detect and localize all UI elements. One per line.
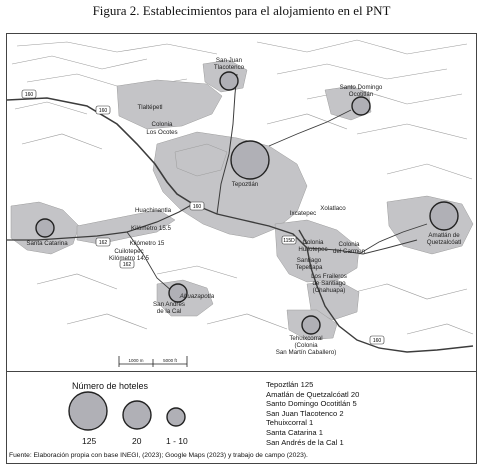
legend-entry: San Juan Tlacotenco 2 (266, 408, 344, 418)
legend-entry: Santa Catarina 1 (266, 427, 323, 437)
road-shield-label: 115D (283, 238, 295, 244)
place-label: Ahuazapotla (179, 293, 215, 300)
legend-bubble-20 (123, 401, 151, 429)
legend-divider (6, 371, 477, 372)
scale-bar-metric: 1000 m (128, 358, 144, 363)
place-label: Ixcatepec (289, 210, 317, 217)
place-label: Kilómetro 15.5 (131, 225, 171, 232)
place-label: Colonia (338, 241, 360, 248)
place-label: Colonia (302, 239, 324, 246)
bubble-santo-domingo[interactable] (352, 97, 370, 115)
road-shield (96, 238, 110, 246)
figure-title: Figura 2. Establecimientos para el alojamiento en el PNT (92, 3, 391, 18)
legend-size-label: 1 - 10 (166, 436, 188, 446)
legend-size-label: 125 (82, 436, 97, 446)
scale-bar-imperial: 5000 ft (163, 358, 177, 363)
place-label: Tepetlapa (295, 264, 323, 271)
place-label: (Chahuapa) (312, 287, 346, 294)
road-shield (96, 106, 110, 114)
place-label: Los Ocotes (146, 129, 178, 136)
road-shield-label: 160 (372, 338, 382, 344)
road-shield (22, 90, 36, 98)
place-label: Amatlán de (428, 232, 460, 239)
road-shield-label: 162 (98, 240, 108, 246)
place-label: de Santiago (312, 280, 346, 287)
place-label: Santiago (296, 257, 322, 264)
legend-size-label: 20 (132, 436, 142, 446)
place-label: Santa Catarina (26, 240, 68, 247)
map (7, 34, 476, 371)
place-label: Los Fraileros (311, 273, 347, 280)
place-label: Santo Domingo (339, 84, 383, 91)
bubble-santa-catarina[interactable] (36, 219, 54, 237)
legend-entry: Tehuixcorral 1 (266, 418, 314, 428)
place-label: Tlaltépetl (137, 104, 163, 111)
bubble-tehuixcorral[interactable] (302, 316, 320, 334)
place-label: Tlacotenco (213, 64, 245, 71)
road-shield-label: 160 (98, 108, 108, 114)
legend-list (266, 380, 359, 447)
place-label: Quetzalcóatl (426, 239, 462, 246)
bubble-amatlan[interactable] (430, 202, 458, 230)
place-label: (Colonia (294, 342, 318, 349)
place-label: Xolatlaco (320, 205, 346, 212)
place-label: Cuilotepec (114, 248, 144, 255)
place-label: de la Cal (156, 308, 182, 315)
place-label: Tehuixcorral (289, 335, 323, 342)
legend-title: Número de hoteles (72, 381, 149, 391)
road-shield (282, 236, 296, 244)
place-label: Kilómetro 14.5 (109, 255, 149, 262)
place-label: Colonia (151, 121, 173, 128)
place-label: Tepoztlán (231, 181, 259, 188)
legend-bubble-1-10 (167, 408, 185, 426)
place-label: San Andrés (153, 301, 185, 308)
road-shield-label: 162 (122, 262, 132, 268)
place-label: Huachinantla (134, 207, 172, 214)
road-shield (190, 202, 204, 210)
place-label: Ocotitlán (348, 91, 374, 98)
road-shield (370, 336, 384, 344)
legend-entry: Amatlán de Quetzalcóatl 20 (266, 389, 360, 399)
source-note: Fuente: Elaboración propia con base INEGI, (2023); Google Maps (2023) y trabajo de campo (2023). (9, 452, 308, 459)
place-label: San Juan (215, 57, 243, 64)
legend-bubble-125 (69, 392, 107, 430)
road-shield-label: 160 (192, 204, 202, 210)
place-label: San Martín Caballero) (275, 349, 337, 356)
place-label: Kilómetro 15 (129, 240, 165, 247)
bubble-tepoztlan[interactable] (231, 141, 269, 179)
place-label: Huilotepec (298, 246, 328, 253)
legend-entry: Tepoztlán 125 (266, 380, 314, 389)
place-label: del Carmen (333, 248, 365, 255)
legend-entry: Santo Domingo Ocotitlán 5 (266, 399, 357, 409)
road-shield-label: 160 (24, 92, 34, 98)
bubble-san-juan[interactable] (220, 72, 238, 90)
legend-entry: San Andrés de la Cal 1 (266, 437, 344, 447)
